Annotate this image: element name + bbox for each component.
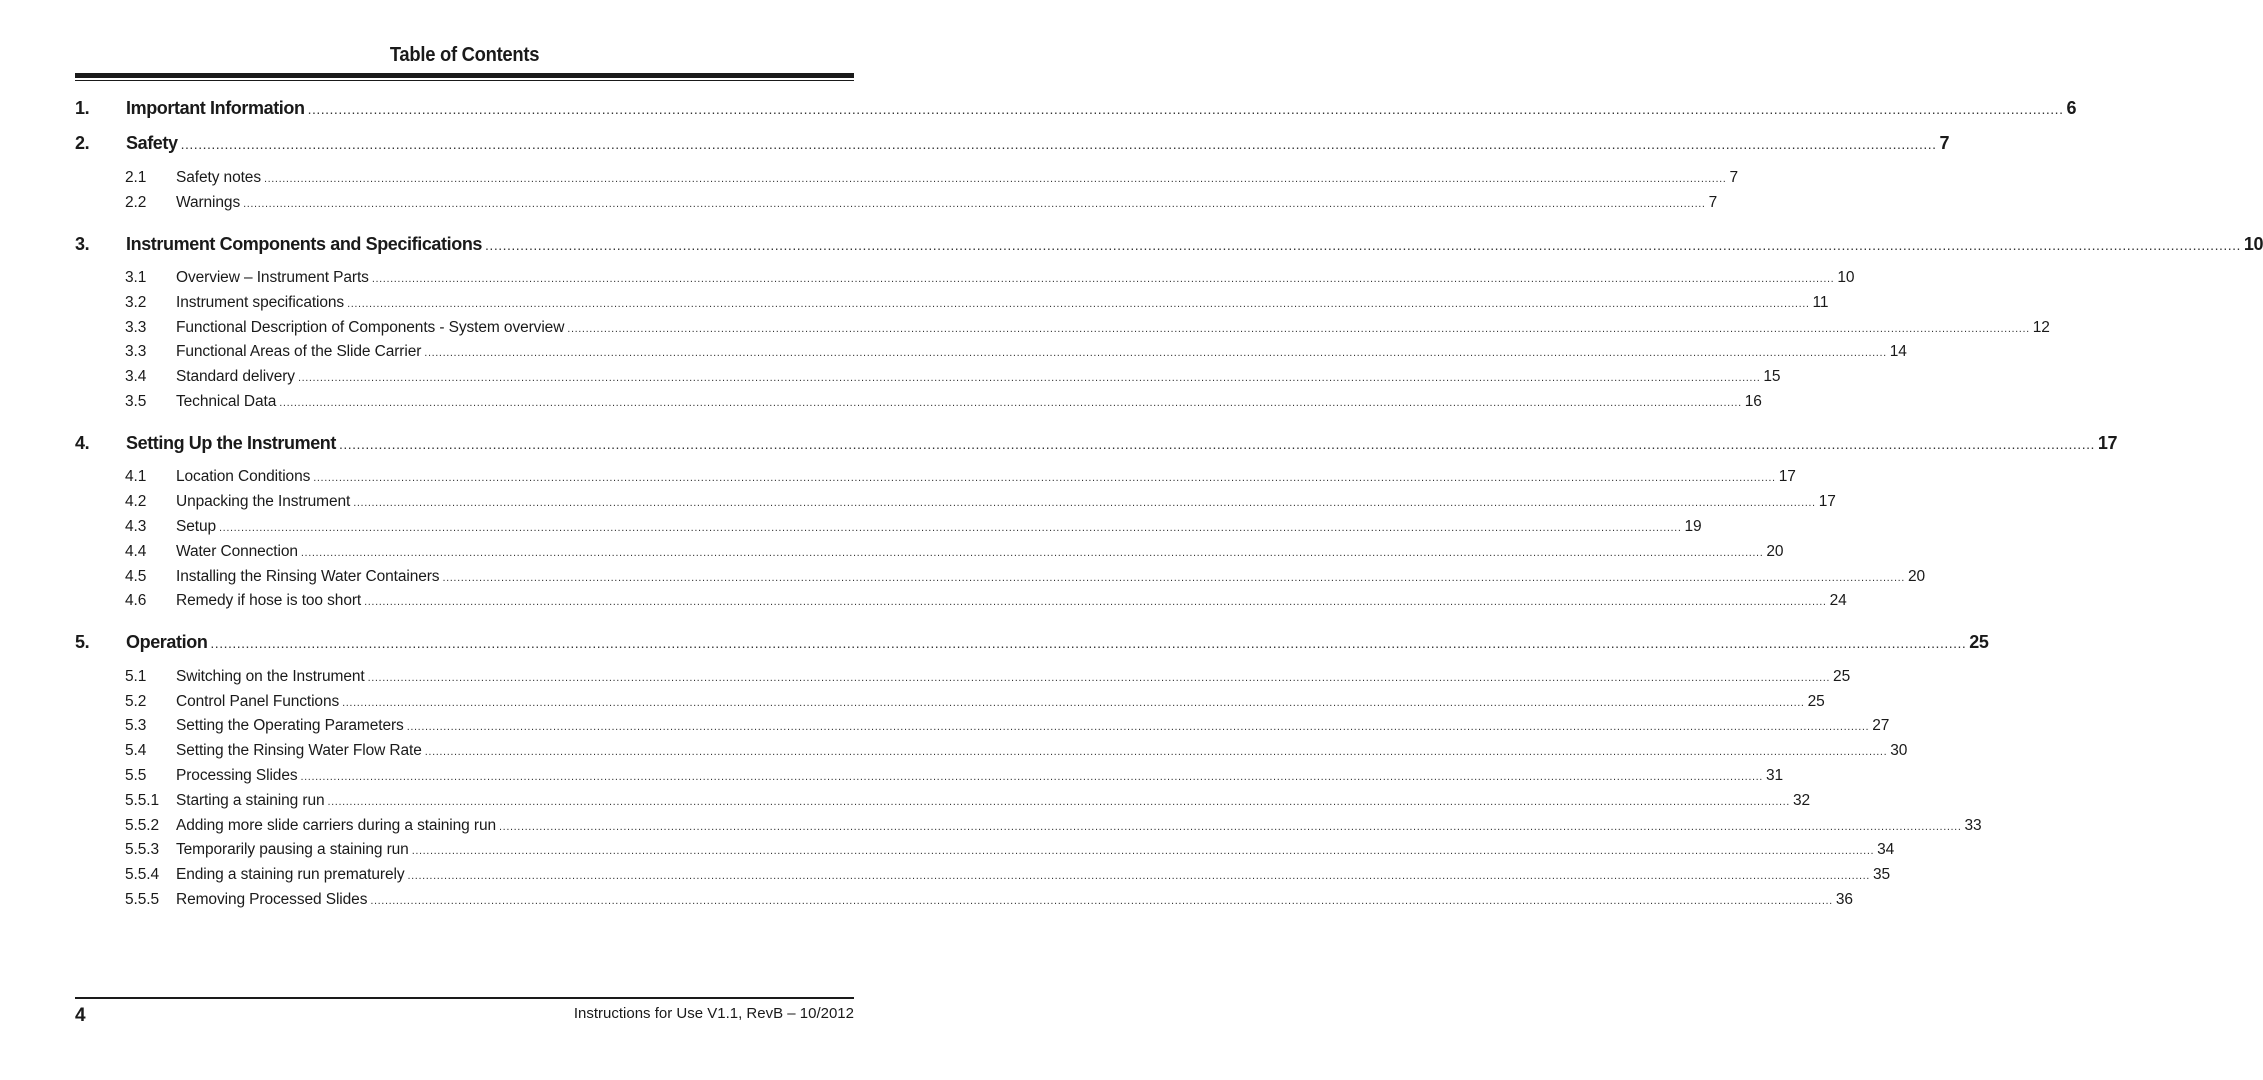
toc-entry-title: Control Panel Functions bbox=[176, 693, 340, 710]
toc-dot-leader: ................................................................................................................................................................................................................................................................................................................................................................................................................ bbox=[347, 298, 1810, 310]
toc-entry-page: 6 bbox=[2066, 98, 2077, 118]
toc-entry-title: Important Information bbox=[126, 98, 305, 118]
toc-entry-title: Functional Description of Components - System overview bbox=[176, 319, 565, 336]
toc-section-entry[interactable] bbox=[75, 817, 1982, 835]
toc-chapter-entry[interactable] bbox=[75, 133, 1950, 154]
toc-entry-page: 25 bbox=[1807, 693, 1825, 710]
toc-dot-leader: ................................................................................................................................................................................................................................................................................................................................................................................................................ bbox=[263, 173, 1727, 185]
toc-entry-page: 17 bbox=[1778, 468, 1796, 485]
toc-section-entry[interactable] bbox=[75, 393, 1762, 411]
toc-dot-leader: ................................................................................................................................................................................................................................................................................................................................................................................................................ bbox=[370, 895, 1833, 907]
toc-section-entry[interactable] bbox=[75, 269, 1855, 287]
toc-entry-page: 27 bbox=[1872, 717, 1890, 734]
toc-dot-leader: ................................................................................................................................................................................................................................................................................................................................................................................................................ bbox=[313, 472, 1776, 484]
footer-document-info: Instructions for Use V1.1, RevB – 10/2012 bbox=[573, 1005, 854, 1022]
toc-entry-title: Switching on the Instrument bbox=[176, 668, 365, 685]
toc-entry-page: 31 bbox=[1765, 767, 1784, 784]
toc-section-entry[interactable] bbox=[75, 294, 1829, 312]
toc-entry-page: 7 bbox=[1939, 133, 1950, 153]
toc-entry-page: 25 bbox=[1969, 632, 1989, 652]
toc-entry-title: Warnings bbox=[176, 194, 241, 211]
toc-entry-title: Ending a staining run prematurely bbox=[176, 866, 405, 883]
toc-entry-number: 4.6 bbox=[125, 592, 147, 609]
toc-dot-leader: ................................................................................................................................................................................................................................................................................................................................................................................................................ bbox=[300, 771, 1763, 783]
toc-dot-leader: ................................................................................................................................................................................................................................................................................................................................................................................................................ bbox=[411, 845, 1875, 857]
toc-entry-number: 5.5.3 bbox=[125, 841, 159, 858]
toc-entry-number: 3. bbox=[75, 234, 90, 254]
toc-entry-page: 19 bbox=[1684, 518, 1702, 535]
toc-dot-leader: ................................................................................................................................................................................................................................................................................................................................................................................................................ bbox=[307, 101, 2064, 117]
toc-dot-leader: ................................................................................................................................................................................................................................................................................................................................................................................................................ bbox=[219, 522, 1682, 534]
toc-dot-leader: ................................................................................................................................................................................................................................................................................................................................................................................................................ bbox=[485, 237, 2241, 253]
toc-entry-title: Setting the Rinsing Water Flow Rate bbox=[176, 742, 422, 759]
toc-entry-title: Safety bbox=[126, 133, 178, 153]
toc-entry-title: Starting a staining run bbox=[176, 792, 325, 809]
toc-dot-leader: ................................................................................................................................................................................................................................................................................................................................................................................................................ bbox=[442, 572, 1905, 584]
toc-section-entry[interactable] bbox=[75, 493, 1836, 511]
toc-entry-page: 34 bbox=[1877, 841, 1895, 858]
toc-section-entry[interactable] bbox=[75, 742, 1908, 760]
toc-entry-page: 30 bbox=[1890, 742, 1908, 759]
toc-entry-page: 36 bbox=[1835, 891, 1853, 908]
toc-dot-leader: ................................................................................................................................................................................................................................................................................................................................................................................................................ bbox=[210, 635, 1967, 651]
toc-chapter-entry[interactable] bbox=[75, 234, 2263, 255]
toc-dot-leader: ................................................................................................................................................................................................................................................................................................................................................................................................................ bbox=[180, 136, 1937, 152]
toc-entry-number: 4.1 bbox=[125, 468, 147, 485]
toc-entry-number: 2.1 bbox=[125, 169, 147, 186]
toc-entry-number: 4. bbox=[75, 433, 90, 453]
toc-entry-page: 20 bbox=[1766, 543, 1784, 560]
toc-entry-number: 5.5.2 bbox=[125, 817, 159, 834]
toc-entry-title: Setup bbox=[176, 518, 217, 535]
toc-dot-leader: ................................................................................................................................................................................................................................................................................................................................................................................................................ bbox=[300, 547, 1764, 559]
toc-entry-title: Instrument Components and Specifications bbox=[126, 234, 483, 254]
toc-dot-leader: ................................................................................................................................................................................................................................................................................................................................................................................................................ bbox=[424, 347, 1887, 359]
toc-entry-number: 5.5.5 bbox=[125, 891, 159, 908]
toc-entry-number: 4.4 bbox=[125, 543, 147, 560]
toc-entry-number: 3.3 bbox=[125, 343, 147, 360]
toc-chapter-entry[interactable] bbox=[75, 98, 2077, 119]
toc-entry-title: Safety notes bbox=[176, 169, 261, 186]
toc-entry-title: Technical Data bbox=[176, 393, 277, 410]
toc-entry-title: Remedy if hose is too short bbox=[176, 592, 362, 609]
title-rule-thin bbox=[75, 80, 854, 81]
toc-entry-title: Installing the Rinsing Water Containers bbox=[176, 568, 440, 585]
toc-entry-number: 5.1 bbox=[125, 668, 147, 685]
toc-section-entry[interactable] bbox=[75, 169, 1738, 187]
toc-section-entry[interactable] bbox=[75, 194, 1718, 212]
toc-chapter-entry[interactable] bbox=[75, 433, 2118, 454]
toc-dot-leader: ................................................................................................................................................................................................................................................................................................................................................................................................................ bbox=[327, 796, 1790, 808]
toc-dot-leader: ................................................................................................................................................................................................................................................................................................................................................................................................................ bbox=[243, 198, 1706, 210]
toc-entry-page: 16 bbox=[1744, 393, 1762, 410]
toc-section-entry[interactable] bbox=[75, 368, 1781, 386]
toc-entry-page: 7 bbox=[1708, 194, 1718, 211]
toc-entry-number: 5.3 bbox=[125, 717, 147, 734]
toc-entry-title: Overview – Instrument Parts bbox=[176, 269, 369, 286]
toc-entry-number: 1. bbox=[75, 98, 90, 118]
toc-section-entry[interactable] bbox=[75, 693, 1825, 711]
toc-entry-page: 24 bbox=[1829, 592, 1847, 609]
toc-section-entry[interactable] bbox=[75, 668, 1851, 686]
toc-section-entry[interactable] bbox=[75, 841, 1895, 859]
toc-entry-title: Removing Processed Slides bbox=[176, 891, 368, 908]
toc-dot-leader: ................................................................................................................................................................................................................................................................................................................................................................................................................ bbox=[353, 497, 1816, 509]
toc-entry-page: 35 bbox=[1872, 866, 1890, 883]
toc-dot-leader: ................................................................................................................................................................................................................................................................................................................................................................................................................ bbox=[342, 697, 1805, 709]
toc-entry-number: 5.4 bbox=[125, 742, 147, 759]
toc-section-entry[interactable] bbox=[75, 319, 2050, 337]
toc-entry-number: 4.5 bbox=[125, 568, 147, 585]
footer-rule bbox=[75, 997, 854, 999]
toc-entry-title: Operation bbox=[126, 632, 208, 652]
toc-section-entry[interactable] bbox=[75, 891, 1853, 909]
toc-section-entry[interactable] bbox=[75, 792, 1811, 810]
toc-section-entry[interactable] bbox=[75, 518, 1702, 536]
toc-entry-title: Setting the Operating Parameters bbox=[176, 717, 404, 734]
toc-entry-page: 10 bbox=[2243, 234, 2263, 254]
toc-entry-page: 12 bbox=[2032, 319, 2050, 336]
toc-entry-title: Processing Slides bbox=[176, 767, 298, 784]
toc-section-entry[interactable] bbox=[75, 592, 1847, 610]
toc-entry-title: Functional Areas of the Slide Carrier bbox=[176, 343, 422, 360]
toc-entry-number: 5.5.1 bbox=[125, 792, 159, 809]
toc-entry-title: Water Connection bbox=[176, 543, 298, 560]
toc-entry-page: 17 bbox=[2097, 433, 2118, 453]
toc-entry-number: 3.4 bbox=[125, 368, 147, 385]
toc-entry-number: 5.2 bbox=[125, 693, 147, 710]
toc-dot-leader: ................................................................................................................................................................................................................................................................................................................................................................................................................ bbox=[279, 397, 1742, 409]
toc-entry-number: 5.5.4 bbox=[125, 866, 159, 883]
page-title: Table of Contents bbox=[389, 44, 540, 66]
toc-entry-page: 32 bbox=[1792, 792, 1811, 809]
toc-entry-page: 20 bbox=[1907, 568, 1925, 585]
toc-dot-leader: ................................................................................................................................................................................................................................................................................................................................................................................................................ bbox=[367, 672, 1831, 684]
toc-dot-leader: ................................................................................................................................................................................................................................................................................................................................................................................................................ bbox=[424, 746, 1888, 758]
toc-entry-page: 33 bbox=[1964, 817, 1982, 834]
toc-entry-title: Adding more slide carriers during a staining run bbox=[176, 817, 497, 834]
toc-entry-title: Standard delivery bbox=[176, 368, 295, 385]
toc-section-entry[interactable] bbox=[75, 866, 1890, 884]
toc-entry-number: 5.5 bbox=[125, 767, 147, 784]
toc-entry-number: 3.1 bbox=[125, 269, 147, 286]
toc-entry-title: Temporarily pausing a staining run bbox=[176, 841, 409, 858]
toc-entry-page: 15 bbox=[1763, 368, 1781, 385]
toc-entry-page: 14 bbox=[1889, 343, 1907, 360]
toc-entry-page: 11 bbox=[1812, 294, 1829, 311]
toc-entry-number: 3.5 bbox=[125, 393, 147, 410]
toc-entry-title: Setting Up the Instrument bbox=[126, 433, 336, 453]
toc-dot-leader: ................................................................................................................................................................................................................................................................................................................................................................................................................ bbox=[339, 436, 2095, 452]
toc-dot-leader: ................................................................................................................................................................................................................................................................................................................................................................................................................ bbox=[499, 821, 1962, 833]
toc-section-entry[interactable] bbox=[75, 568, 1925, 586]
footer-page-number: 4 bbox=[75, 1005, 86, 1026]
toc-entry-title: Unpacking the Instrument bbox=[176, 493, 351, 510]
toc-entry-number: 3.2 bbox=[125, 294, 147, 311]
toc-entry-page: 10 bbox=[1837, 269, 1855, 286]
toc-entry-number: 5. bbox=[75, 632, 90, 652]
toc-section-entry[interactable] bbox=[75, 343, 1907, 361]
toc-entry-page: 17 bbox=[1818, 493, 1836, 510]
toc-dot-leader: ................................................................................................................................................................................................................................................................................................................................................................................................................ bbox=[371, 273, 1835, 285]
toc-dot-leader: ................................................................................................................................................................................................................................................................................................................................................................................................................ bbox=[567, 323, 2030, 335]
toc-dot-leader: ................................................................................................................................................................................................................................................................................................................................................................................................................ bbox=[364, 596, 1827, 608]
toc-entry-number: 4.3 bbox=[125, 518, 147, 535]
toc-section-entry[interactable] bbox=[75, 543, 1784, 561]
toc-dot-leader: ................................................................................................................................................................................................................................................................................................................................................................................................................ bbox=[406, 721, 1870, 733]
toc-entry-number: 2. bbox=[75, 133, 90, 153]
toc-dot-leader: ................................................................................................................................................................................................................................................................................................................................................................................................................ bbox=[297, 372, 1761, 384]
toc-chapter-entry[interactable] bbox=[75, 632, 1989, 653]
toc-dot-leader: ................................................................................................................................................................................................................................................................................................................................................................................................................ bbox=[407, 870, 1870, 882]
toc-entry-title: Instrument specifications bbox=[176, 294, 345, 311]
toc-entry-number: 4.2 bbox=[125, 493, 147, 510]
toc-entry-number: 3.3 bbox=[125, 319, 147, 336]
toc-entry-number: 2.2 bbox=[125, 194, 147, 211]
toc-section-entry[interactable] bbox=[75, 717, 1890, 735]
toc-entry-page: 7 bbox=[1729, 169, 1738, 186]
toc-entry-title: Location Conditions bbox=[176, 468, 311, 485]
toc-entry-page: 25 bbox=[1833, 668, 1851, 685]
toc-section-entry[interactable] bbox=[75, 468, 1796, 486]
title-rule-thick bbox=[75, 73, 854, 78]
toc-section-entry[interactable] bbox=[75, 767, 1784, 785]
